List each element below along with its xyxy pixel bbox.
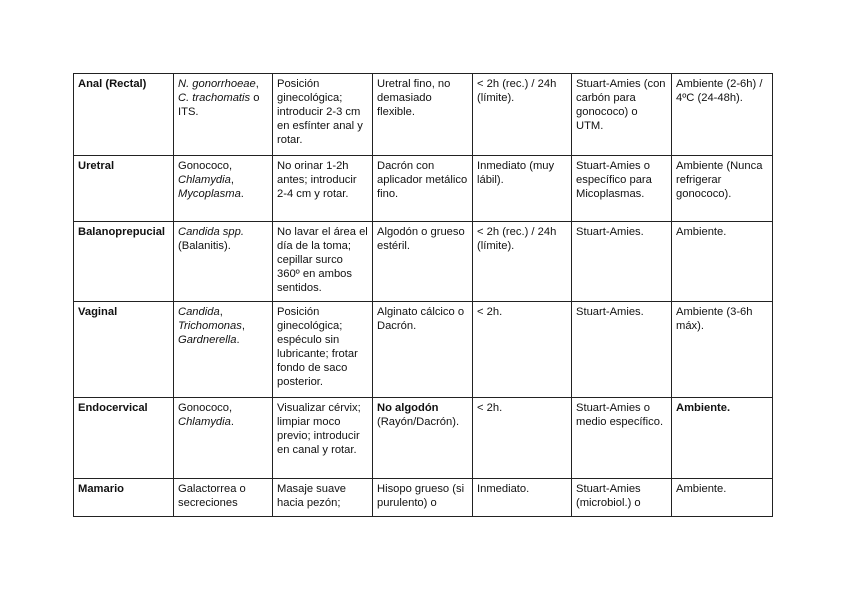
table-row: [74, 398, 773, 479]
site-cell: Uretral: [74, 156, 174, 222]
transport-cell: Stuart-Amies o específico para Micoplasmas.: [572, 156, 672, 222]
procedure-cell: Posición ginecológica; espéculo sin lubricante; frotar fondo de saco posterior.: [273, 302, 373, 398]
procedure-cell: Masaje suave hacia pezón;: [273, 479, 373, 517]
transport-cell: Stuart-Amies.: [572, 302, 672, 398]
swab-cell: No algodón (Rayón/Dacrón).: [373, 398, 473, 479]
site-cell: Anal (Rectal): [74, 74, 174, 156]
swab-cell: Uretral fino, no demasiado flexible.: [373, 74, 473, 156]
storage-cell: Ambiente.: [672, 222, 773, 302]
storage-cell: Ambiente (2-6h) / 4ºC (24-48h).: [672, 74, 773, 156]
storage-cell: Ambiente.: [672, 479, 773, 517]
site-cell: Vaginal: [74, 302, 174, 398]
table-row: [74, 156, 773, 222]
organisms-cell: Galactorrea o secreciones: [174, 479, 273, 517]
table-row: [74, 479, 773, 517]
procedure-cell: Posición ginecológica; introducir 2-3 cm en esfínter anal y rotar.: [273, 74, 373, 156]
transport-cell: Stuart-Amies (con carbón para gonococo) o UTM.: [572, 74, 672, 156]
storage-cell: Ambiente (3-6h máx).: [672, 302, 773, 398]
procedure-cell: No orinar 1-2h antes; introducir 2-4 cm y rotar.: [273, 156, 373, 222]
time-cell: < 2h (rec.) / 24h (límite).: [473, 74, 572, 156]
site-cell: Mamario: [74, 479, 174, 517]
swab-cell: Algodón o grueso estéril.: [373, 222, 473, 302]
organisms-cell: Candida, Trichomonas, Gardnerella.: [174, 302, 273, 398]
procedure-cell: Visualizar cérvix; limpiar moco previo; introducir en canal y rotar.: [273, 398, 373, 479]
table-row: [74, 222, 773, 302]
table-body: [74, 74, 773, 517]
organisms-cell: Gonococo, Chlamydia.: [174, 398, 273, 479]
time-cell: Inmediato.: [473, 479, 572, 517]
transport-cell: Stuart-Amies.: [572, 222, 672, 302]
transport-cell: Stuart-Amies (microbiol.) o: [572, 479, 672, 517]
swab-cell: Hisopo grueso (si purulento) o: [373, 479, 473, 517]
time-cell: < 2h (rec.) / 24h (límite).: [473, 222, 572, 302]
organisms-cell: Candida spp. (Balanitis).: [174, 222, 273, 302]
table-row: [74, 74, 773, 156]
procedure-cell: No lavar el área el día de la toma; cepillar surco 360º en ambos sentidos.: [273, 222, 373, 302]
site-cell: Endocervical: [74, 398, 174, 479]
table-row: [74, 302, 773, 398]
site-cell: Balanoprepucial: [74, 222, 174, 302]
time-cell: < 2h.: [473, 302, 572, 398]
storage-cell: Ambiente (Nunca refrigerar gonococo).: [672, 156, 773, 222]
organisms-cell: Gonococo, Chlamydia, Mycoplasma.: [174, 156, 273, 222]
specimen-table: [73, 73, 773, 517]
swab-cell: Alginato cálcico o Dacrón.: [373, 302, 473, 398]
transport-cell: Stuart-Amies o medio específico.: [572, 398, 672, 479]
time-cell: < 2h.: [473, 398, 572, 479]
storage-cell: Ambiente.: [672, 398, 773, 479]
swab-cell: Dacrón con aplicador metálico fino.: [373, 156, 473, 222]
organisms-cell: N. gonorrhoeae, C. trachomatis o ITS.: [174, 74, 273, 156]
time-cell: Inmediato (muy lábil).: [473, 156, 572, 222]
